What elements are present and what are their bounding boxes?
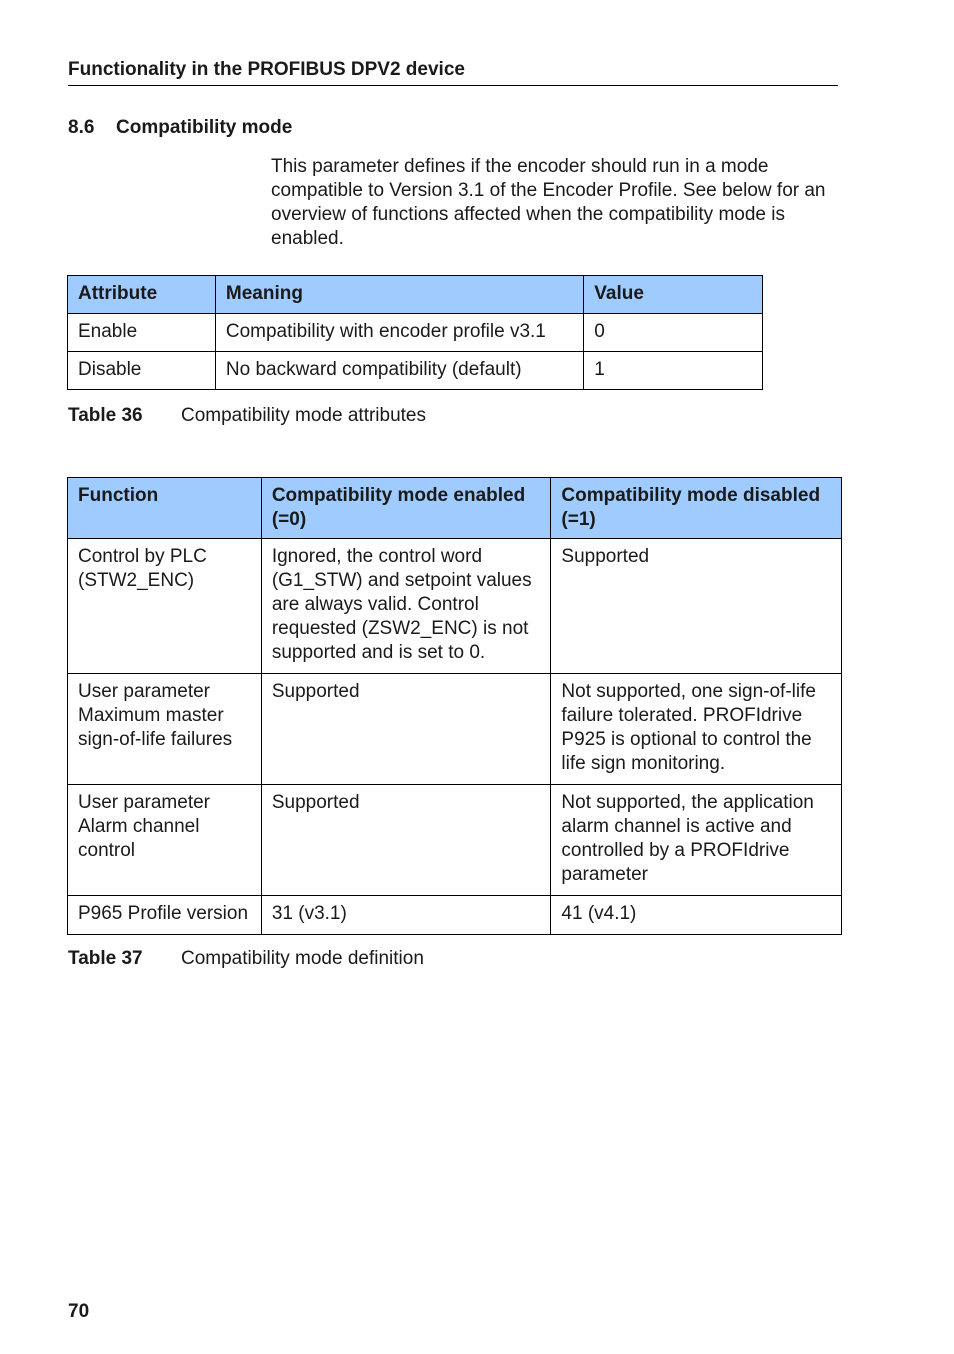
table-cell: Supported [551, 539, 842, 674]
caption-text: Compatibility mode attributes [181, 405, 426, 426]
section-title: Compatibility mode [116, 117, 293, 138]
table-cell: User parameter Alarm channel control [68, 785, 262, 896]
table-cell: Disable [68, 352, 216, 390]
caption-label: Table 37 [68, 948, 143, 969]
caption-label: Table 36 [68, 405, 143, 426]
table-row [68, 896, 842, 935]
section-heading [68, 116, 292, 140]
table-cell: Control by PLC (STW2_ENC) [68, 539, 262, 674]
header-mode-disabled: Compatibility mode disabled (=1) [551, 478, 842, 539]
table-cell: No backward compatibility (default) [215, 352, 583, 390]
header-value: Value [584, 276, 763, 314]
table-cell: Not supported, one sign-of-life failure tolerated. PROFIdrive P925 is optional to control the life sign monitoring. [551, 674, 842, 785]
table-header-row [68, 478, 842, 539]
table-37 [67, 477, 842, 935]
table-cell: 1 [584, 352, 763, 390]
table-cell: Compatibility with encoder profile v3.1 [215, 314, 583, 352]
table-cell: 0 [584, 314, 763, 352]
table-row [68, 352, 763, 390]
header-meaning: Meaning [215, 276, 583, 314]
table-cell: Supported [261, 674, 551, 785]
table-36-caption [68, 404, 426, 428]
table-36 [67, 275, 763, 390]
running-header: Functionality in the PROFIBUS DPV2 device [68, 58, 838, 86]
table-row [68, 314, 763, 352]
header-function: Function [68, 478, 262, 539]
table-header-row [68, 276, 763, 314]
table-37-caption [68, 947, 424, 971]
table-cell: Ignored, the control word (G1_STW) and setpoint values are always valid. Control requested (ZSW2_ENC) is not supported and is set to 0. [261, 539, 551, 674]
header-attribute: Attribute [68, 276, 216, 314]
page-number: 70 [68, 1301, 90, 1322]
header-mode-enabled: Compatibility mode enabled (=0) [261, 478, 551, 539]
table-row [68, 539, 842, 674]
table-cell: Supported [261, 785, 551, 896]
caption-text: Compatibility mode definition [181, 948, 424, 969]
table-row [68, 674, 842, 785]
table-cell: 41 (v4.1) [551, 896, 842, 935]
table-cell: Not supported, the application alarm channel is active and controlled by a PROFIdrive parameter [551, 785, 842, 896]
section-number: 8.6 [68, 117, 95, 138]
table-row [68, 785, 842, 896]
table-cell: P965 Profile version [68, 896, 262, 935]
intro-paragraph: This parameter defines if the encoder should run in a mode compatible to Version 3.1 of the Encoder Profile. See below for an overview of functions affected when the compatibility mode is enabled. [271, 156, 826, 249]
table-cell: User parameter Maximum master sign-of-life failures [68, 674, 262, 785]
table-cell: Enable [68, 314, 216, 352]
table-cell: 31 (v3.1) [261, 896, 551, 935]
